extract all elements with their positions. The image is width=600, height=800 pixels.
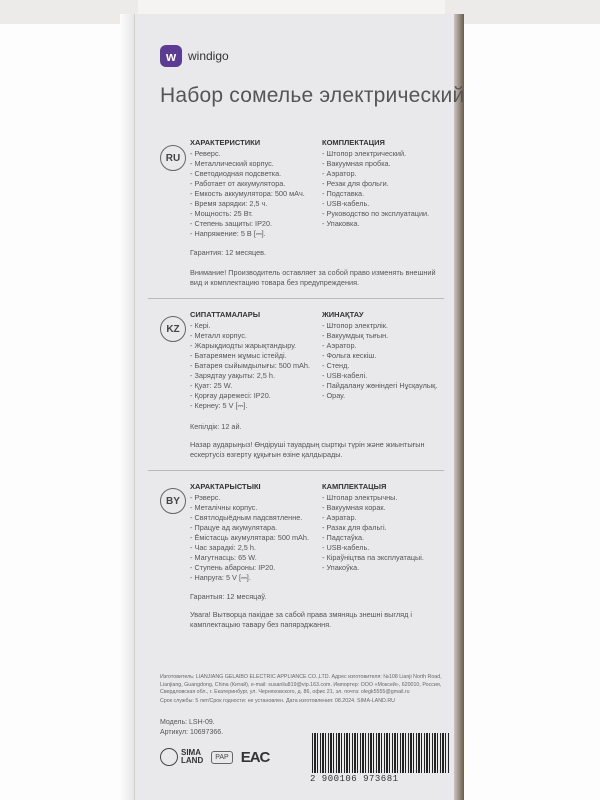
list-item: - Резак для фольги. xyxy=(322,179,389,188)
list-item: - USB-кабель. xyxy=(322,543,370,552)
list-item: - Упакоўка. xyxy=(322,563,360,572)
sima-land-logo xyxy=(160,748,203,766)
box-shadow xyxy=(120,14,134,800)
lang-badge-ru: RU xyxy=(160,145,186,171)
list-item: - Подставка. xyxy=(322,189,365,198)
list-item: - Аэратор. xyxy=(322,169,357,178)
list-item: - Штопор электрлік. xyxy=(322,321,388,330)
list-item: - Кіраўніцтва па эксплуатацыі. xyxy=(322,553,424,562)
brand-logo xyxy=(160,45,229,67)
list-item: - USB-кабель. xyxy=(322,199,370,208)
list-item: - Вакуумная пробка. xyxy=(322,159,391,168)
list-item: - Орау. xyxy=(322,391,346,400)
windigo-logo-icon: w xyxy=(160,45,182,67)
list-item: - Работает от аккумулятора. xyxy=(190,179,286,188)
ru-specs-title: ХАРАКТЕРИСТИКИ xyxy=(190,138,261,147)
list-item: - Упаковка. xyxy=(322,219,360,228)
list-item: - Батареямен жұмыс істейді. xyxy=(190,351,287,360)
section-divider xyxy=(148,298,444,299)
list-item: - Працуе ад акумулятара. xyxy=(190,523,278,532)
sima-land-icon xyxy=(160,748,178,766)
list-item: - Стенд. xyxy=(322,361,350,370)
list-item: - Штопор электрический. xyxy=(322,149,407,158)
list-item: - Металлический корпус. xyxy=(190,159,274,168)
list-item: - Час зарадкі: 2,5 h. xyxy=(190,543,256,552)
article-number: Артикул: 10697366. xyxy=(160,729,224,736)
list-item: - Аэратор. xyxy=(322,341,357,350)
list-item: - Батарея сыйымдылығы: 500 mAh. xyxy=(190,361,310,370)
list-item: - Кері. xyxy=(190,321,211,330)
by-notice: Увага! Вытворца пакідае за сабой права змяняць знешні выгляд і камплектацыю тавару без папярэджання. xyxy=(190,610,412,629)
list-item: - Зарядтау уақыты: 2,5 h. xyxy=(190,371,275,380)
manufacturer-info: Изготовитель: LIANJIANG GELAIBO ELECTRIC APPLIANCE CO.,LTD. Адрес изготовителя: №108 Lianji North Road, Lianjiang, Guangdong, China (Китай), e-mail: susanliu819@vip.163.com. Импортер: ООО «Моксей», 620010, Россия, Свердловская обл., г. Екатеринбург, ул. Черняховского, д. 86, офис 21, эл. почта: olegk5555@gmail.ru xyxy=(160,674,442,695)
list-item: - Қуат: 25 W. xyxy=(190,381,233,390)
list-item: - Кернеу: 5 V [⎓]. xyxy=(190,401,248,410)
section-divider xyxy=(148,470,444,471)
list-item: - Время зарядки: 2,5 ч. xyxy=(190,199,268,208)
kz-specs xyxy=(190,310,310,411)
list-item: - Напряжение: 5 В [⎓]. xyxy=(190,229,266,238)
list-item: - Металічны корпус. xyxy=(190,503,258,512)
kz-kit xyxy=(322,310,437,401)
kz-warranty: Кепілдік: 12 ай. xyxy=(190,422,242,431)
barcode-icon xyxy=(312,733,450,773)
list-item: - Рэверс. xyxy=(190,493,221,502)
sima-top-text: SIMA xyxy=(181,748,201,757)
list-item: - Ёмістасць акумулятара: 500 mAh. xyxy=(190,533,310,542)
service-dates: Срок службы: 5 лет/Срок годности: не установлен. Дата изготовления: 08.2024. SIMA-LAND.RU xyxy=(160,698,395,704)
list-item: - Магутнасць: 65 W. xyxy=(190,553,257,562)
barcode-number: 2 900106 973681 xyxy=(310,774,452,784)
kz-specs-title: СИПАТТАМАЛАРЫ xyxy=(190,310,261,319)
lang-badge-kz: KZ xyxy=(160,316,186,342)
list-item: - Разак для фальгі. xyxy=(322,523,387,532)
list-item: - Руководство по эксплуатации. xyxy=(322,209,430,218)
kz-kit-title: ЖИНАҚТАУ xyxy=(322,310,364,319)
by-kit-title: КАМПЛЕКТАЦЫЯ xyxy=(322,482,387,491)
list-item: - Штопар электрычны. xyxy=(322,493,398,502)
list-item: - Фольга кескіш. xyxy=(322,351,377,360)
certification-logos xyxy=(160,748,269,766)
ru-warranty: Гарантия: 12 месяцев. xyxy=(190,248,267,257)
ru-specs xyxy=(190,138,305,239)
sima-bottom-text: LAND xyxy=(181,756,204,765)
list-item: - Жарықдиодты жарықтандыру. xyxy=(190,341,297,350)
by-specs-title: ХАРАКТАРЫСТЫКІ xyxy=(190,482,261,491)
list-item: - USB-кабелі. xyxy=(322,371,368,380)
list-item: - Металл корпус. xyxy=(190,331,247,340)
ru-kit-title: КОМПЛЕКТАЦИЯ xyxy=(322,138,385,147)
brand-name: windigo xyxy=(188,49,229,63)
model-number: Модель: LSH-09. xyxy=(160,719,215,726)
list-item: - Пайдалану жөніндегі Нұсқаулық. xyxy=(322,381,438,390)
recycle-cert-icon: PAP xyxy=(211,751,233,764)
list-item: - Емкость аккумулятора: 500 мАч. xyxy=(190,189,305,198)
product-title: Набор сомелье электрический xyxy=(160,84,465,107)
kz-notice: Назар аударыңыз! Өндіруші тауардың сыртқы түрін және жиынтығын ескертусіз өзгерту құқығын өзіне қалдырады. xyxy=(190,440,425,459)
list-item: - Мощность: 25 Вт. xyxy=(190,209,253,218)
by-warranty: Гарантыя: 12 месяцаў. xyxy=(190,592,267,601)
eac-mark-icon: EAC xyxy=(240,748,270,766)
list-item: - Падстаўка. xyxy=(322,533,365,542)
lang-badge-by: BY xyxy=(160,488,186,514)
ru-notice: Внимание! Производитель оставляет за собой право изменять внешний вид и комплектацию товара без предупреждения. xyxy=(190,268,436,287)
list-item: - Вакуумная корак. xyxy=(322,503,386,512)
list-item: - Степень защиты: IP20. xyxy=(190,219,273,228)
list-item: - Святлодыёдным падсвятленне. xyxy=(190,513,303,522)
list-item: - Светодиодная подсветка. xyxy=(190,169,282,178)
list-item: - Вакуумдық тығын. xyxy=(322,331,389,340)
ru-kit xyxy=(322,138,429,229)
by-kit xyxy=(322,482,424,573)
list-item: - Ступень абароны: IP20. xyxy=(190,563,276,572)
list-item: - Қорғау дәрежесі: IP20. xyxy=(190,391,271,400)
list-item: - Реверс. xyxy=(190,149,221,158)
list-item: - Аэратар. xyxy=(322,513,357,522)
by-specs xyxy=(190,482,309,583)
list-item: - Напруга: 5 V [⎓]. xyxy=(190,573,251,582)
package-side-edge xyxy=(454,14,464,800)
